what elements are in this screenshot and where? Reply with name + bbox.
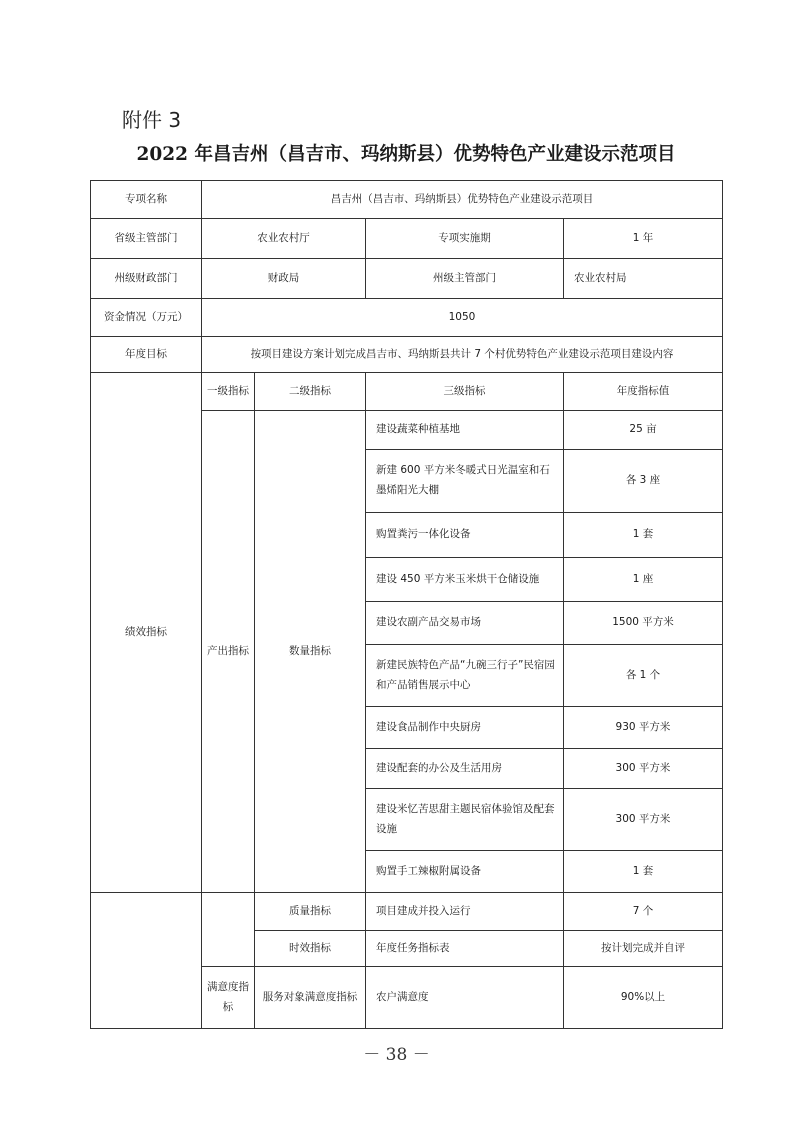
provincial-dept-label: 省级主管部门 [91, 219, 202, 259]
period-label: 专项实施期 [366, 219, 564, 259]
indicator-value: 各 3 座 [564, 450, 723, 513]
header-level3: 三级指标 [366, 373, 564, 411]
indicator-name: 购置粪污一体化设备 [366, 513, 564, 558]
performance-continued-cell [91, 893, 202, 1029]
indicator-name: 建设配套的办公及生活用房 [366, 749, 564, 789]
indicator-name: 年度任务指标表 [366, 931, 564, 967]
quality-indicator-label: 质量指标 [255, 893, 366, 931]
table-row [91, 259, 723, 299]
header-level2: 二级指标 [255, 373, 366, 411]
indicator-value: 90%以上 [564, 967, 723, 1029]
service-satisfaction-label: 服务对象满意度指标 [255, 967, 366, 1029]
indicator-value: 7 个 [564, 893, 723, 931]
indicator-name: 建设蔬菜种植基地 [366, 411, 564, 450]
prefecture-finance-label: 州级财政部门 [91, 259, 202, 299]
indicator-name: 建设 450 平方米玉米烘干仓储设施 [366, 558, 564, 602]
quantity-indicator-label: 数量指标 [255, 411, 366, 893]
annual-goal-label: 年度目标 [91, 337, 202, 373]
timeliness-indicator-label: 时效指标 [255, 931, 366, 967]
prefecture-dept-label: 州级主管部门 [366, 259, 564, 299]
indicator-name: 项目建成并投入运行 [366, 893, 564, 931]
project-name-label: 专项名称 [91, 181, 202, 219]
indicator-value: 1500 平方米 [564, 602, 723, 645]
indicator-name: 建设食品制作中央厨房 [366, 707, 564, 749]
performance-table [90, 180, 723, 1029]
table-row [91, 373, 723, 411]
table-row [91, 181, 723, 219]
period-value: 1 年 [564, 219, 723, 259]
satisfaction-indicator-label: 满意度指标 [202, 967, 255, 1029]
header-annual-value: 年度指标值 [564, 373, 723, 411]
indicator-name: 新建民族特色产品“九碗三行子”民宿园和产品销售展示中心 [366, 645, 564, 707]
funding-label: 资金情况（万元） [91, 299, 202, 337]
page-title: 2022 年昌吉州（昌吉市、玛纳斯县）优势特色产业建设示范项目 [136, 144, 676, 165]
indicator-value: 1 套 [564, 513, 723, 558]
funding-value: 1050 [202, 299, 723, 337]
indicator-name: 建设农副产品交易市场 [366, 602, 564, 645]
indicator-value: 25 亩 [564, 411, 723, 450]
annual-goal-value: 按项目建设方案计划完成昌吉市、玛纳斯县共计 7 个村优势特色产业建设示范项目建设内容 [202, 337, 723, 373]
prefecture-finance-value: 财政局 [202, 259, 366, 299]
indicator-name: 建设米忆苦思甜主题民宿体验馆及配套设施 [366, 789, 564, 851]
indicator-value: 930 平方米 [564, 707, 723, 749]
table-row [91, 219, 723, 259]
indicator-name: 购置手工辣椒附属设备 [366, 851, 564, 893]
output-continued-cell [202, 893, 255, 967]
performance-label: 绩效指标 [91, 373, 202, 893]
indicator-value: 各 1 个 [564, 645, 723, 707]
page-number: － 38 － [363, 1045, 430, 1065]
provincial-dept-value: 农业农村厅 [202, 219, 366, 259]
indicator-value: 300 平方米 [564, 789, 723, 851]
indicator-name: 农户满意度 [366, 967, 564, 1029]
indicator-value: 300 平方米 [564, 749, 723, 789]
output-indicator-label: 产出指标 [202, 411, 255, 893]
table-row [91, 893, 723, 931]
header-level1: 一级指标 [202, 373, 255, 411]
indicator-value: 1 座 [564, 558, 723, 602]
attachment-label: 附件 3 [122, 108, 182, 132]
prefecture-dept-value: 农业农村局 [564, 259, 723, 299]
indicator-value: 按计划完成并自评 [564, 931, 723, 967]
table-row [91, 337, 723, 373]
indicator-value: 1 套 [564, 851, 723, 893]
table-row [91, 299, 723, 337]
indicator-name: 新建 600 平方米冬暖式日光温室和石墨烯阳光大棚 [366, 450, 564, 513]
project-name-value: 昌吉州（昌吉市、玛纳斯县）优势特色产业建设示范项目 [202, 181, 723, 219]
